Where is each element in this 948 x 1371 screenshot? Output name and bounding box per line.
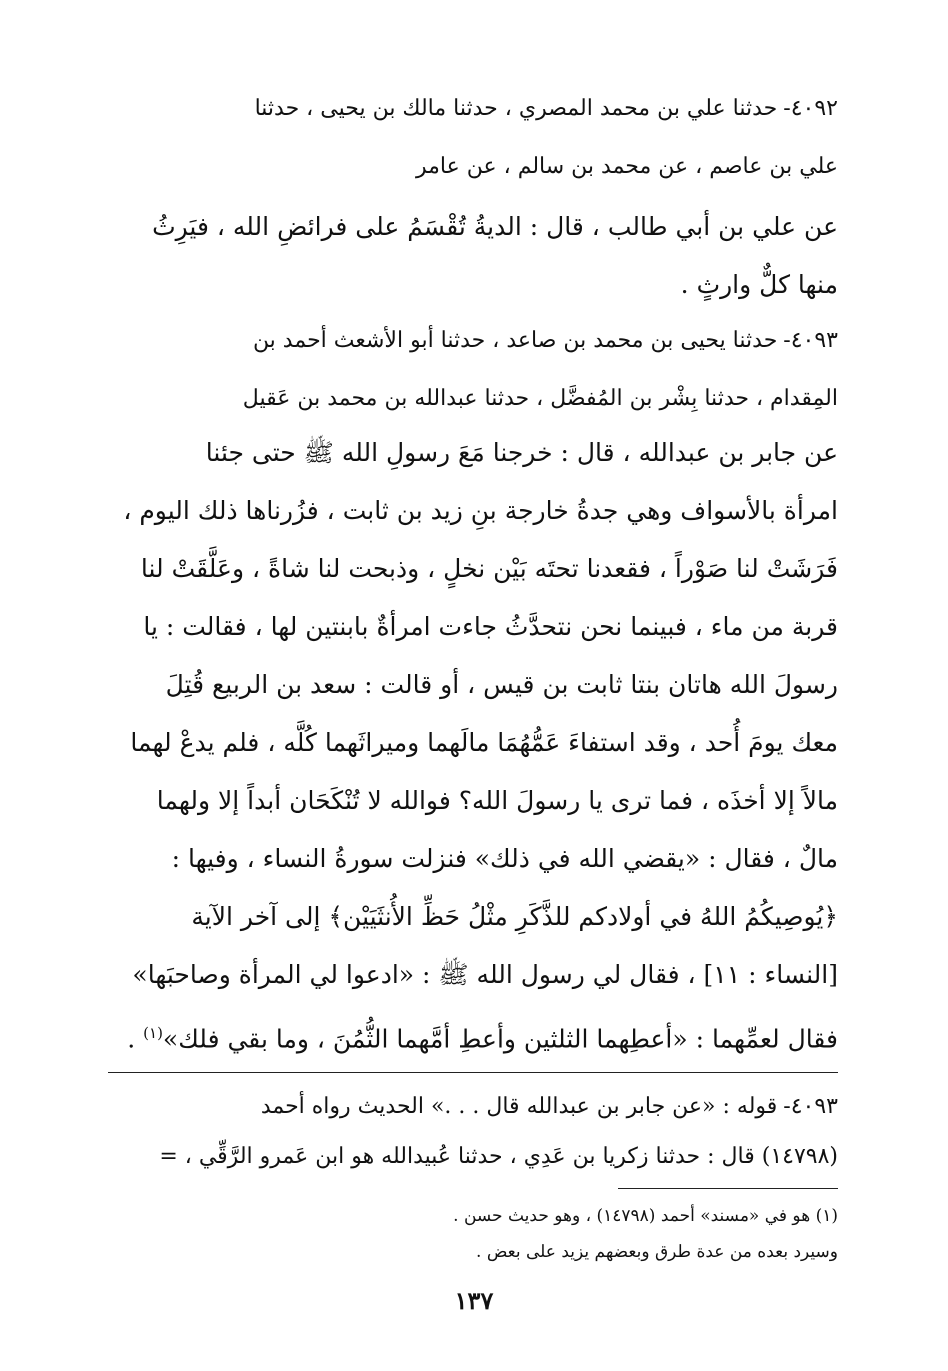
main-separator-rule: [108, 1072, 838, 1073]
matn-line: منها كلٌّ وارثٍ .: [680, 270, 838, 299]
hadith-4092-isnad: [108, 80, 838, 196]
matn-line: فَرَشَتْ لنا صَوْراً ، فقعدنا تحتَه بَيْن نخلٍ ، وذبحت لنا شاةً ، وعَلَّقَتْ لنا: [140, 554, 838, 583]
hadith-4093-isnad: [108, 312, 838, 428]
matn-line: ﴿يُوصِيكُمُ اللهُ في أولادكم للذَّكَرِ مثْلُ حَظِّ الأُنثَيَيْن﴾ إلى آخر الآية: [191, 902, 838, 931]
commentary-number: ٤٠٩٣-: [783, 1094, 838, 1119]
matn-line: عن جابر بن عبدالله ، قال : خرجنا مَعَ رسولِ الله ﷺ حتى جئنا: [205, 438, 838, 467]
matn-line: عن علي بن أبي طالب ، قال : الديةُ تُقْسَمُ على فرائضِ الله ، فيَرِثُ: [152, 212, 838, 241]
matn-line: معك يومَ أُحد ، وقد استفاءَ عَمُّهُمَا مالَهما وميراثَهما كُلَّه ، فلم يدعْ لهما: [130, 728, 838, 757]
isnad-line: المِقدام ، حدثنا بِشْر بن المُفضَّل ، حدثنا عبدالله بن محمد بن عَقيل: [242, 386, 838, 411]
matn-line: رسولَ الله هاتان بنتا ثابت بن قيس ، أو قالت : سعد بن الربيع قُتِلَ: [165, 670, 838, 699]
hadith-4093-matn: [108, 424, 838, 1068]
isnad-line: ٤٠٩٣-حدثنا يحيى بن محمد بن صاعد ، حدثنا أبو الأشعث أحمد بن: [252, 328, 838, 353]
hadith-number: ٤٠٩٣-: [783, 328, 838, 353]
matn-line: مالٌ ، فقال : «يقضي الله في ذلك» فنزلت سورةُ النساء ، وفيها :: [171, 844, 838, 873]
commentary-block: [108, 1082, 838, 1182]
matn-line: امرأة بالأسواف وهي جدةُ خارجة بنِ زيد بن ثابت ، فزُرناها ذلك اليوم ،: [123, 496, 838, 525]
footnote-reference: (١): [143, 1024, 163, 1042]
page-number: ١٣٧: [454, 1286, 494, 1315]
matn-line: [النساء : ١١] ، فقال لي رسول الله ﷺ : «ادعوا لي المرأة وصاحبَها»: [132, 960, 838, 989]
footnote-separator-rule: [618, 1188, 838, 1189]
hadith-4092-matn: [108, 198, 838, 314]
matn-line: فقال لعمِّهما : «أعطِهما الثلثين وأعطِ أمَّهما الثُّمُنَ ، وما بقي فلك»$^{(١)}$ .: [127, 1024, 838, 1054]
isnad-line: ٤٠٩٢-حدثنا علي بن محمد المصري ، حدثنا مالك بن يحيى ، حدثنا: [254, 96, 838, 121]
isnad-line: علي بن عاصم ، عن محمد بن سالم ، عن عامر: [415, 154, 838, 179]
footnote-line: (١) هو في «مسند» أحمد (١٤٧٩٨) ، وهو حديث حسن .: [453, 1206, 838, 1226]
commentary-line: (١٤٧٩٨) قال : حدثنا زكريا بن عَدِي ، حدثنا عُبيدالله هو ابن عَمرو الرَّقِّي ، =: [159, 1144, 838, 1169]
commentary-line: ٤٠٩٣-قوله : «عن جابر بن عبدالله قال . . .» الحديث رواه أحمد: [260, 1094, 838, 1119]
hadith-number: ٤٠٩٢-: [783, 96, 838, 121]
matn-line: مالاً إلا أخذَه ، فما ترى يا رسولَ الله؟ فوالله لا تُنْكَحَان أبداً إلا ولهما: [156, 786, 838, 815]
footnotes-block: [108, 1198, 838, 1270]
footnote-line: وسيرد بعده من عدة طرق وبعضهم يزيد على بعض .: [476, 1242, 838, 1262]
matn-line: قربة من ماء ، فبينما نحن نتحدَّثُ جاءت امرأةٌ بابنتين لها ، فقالت : يا: [143, 612, 838, 641]
